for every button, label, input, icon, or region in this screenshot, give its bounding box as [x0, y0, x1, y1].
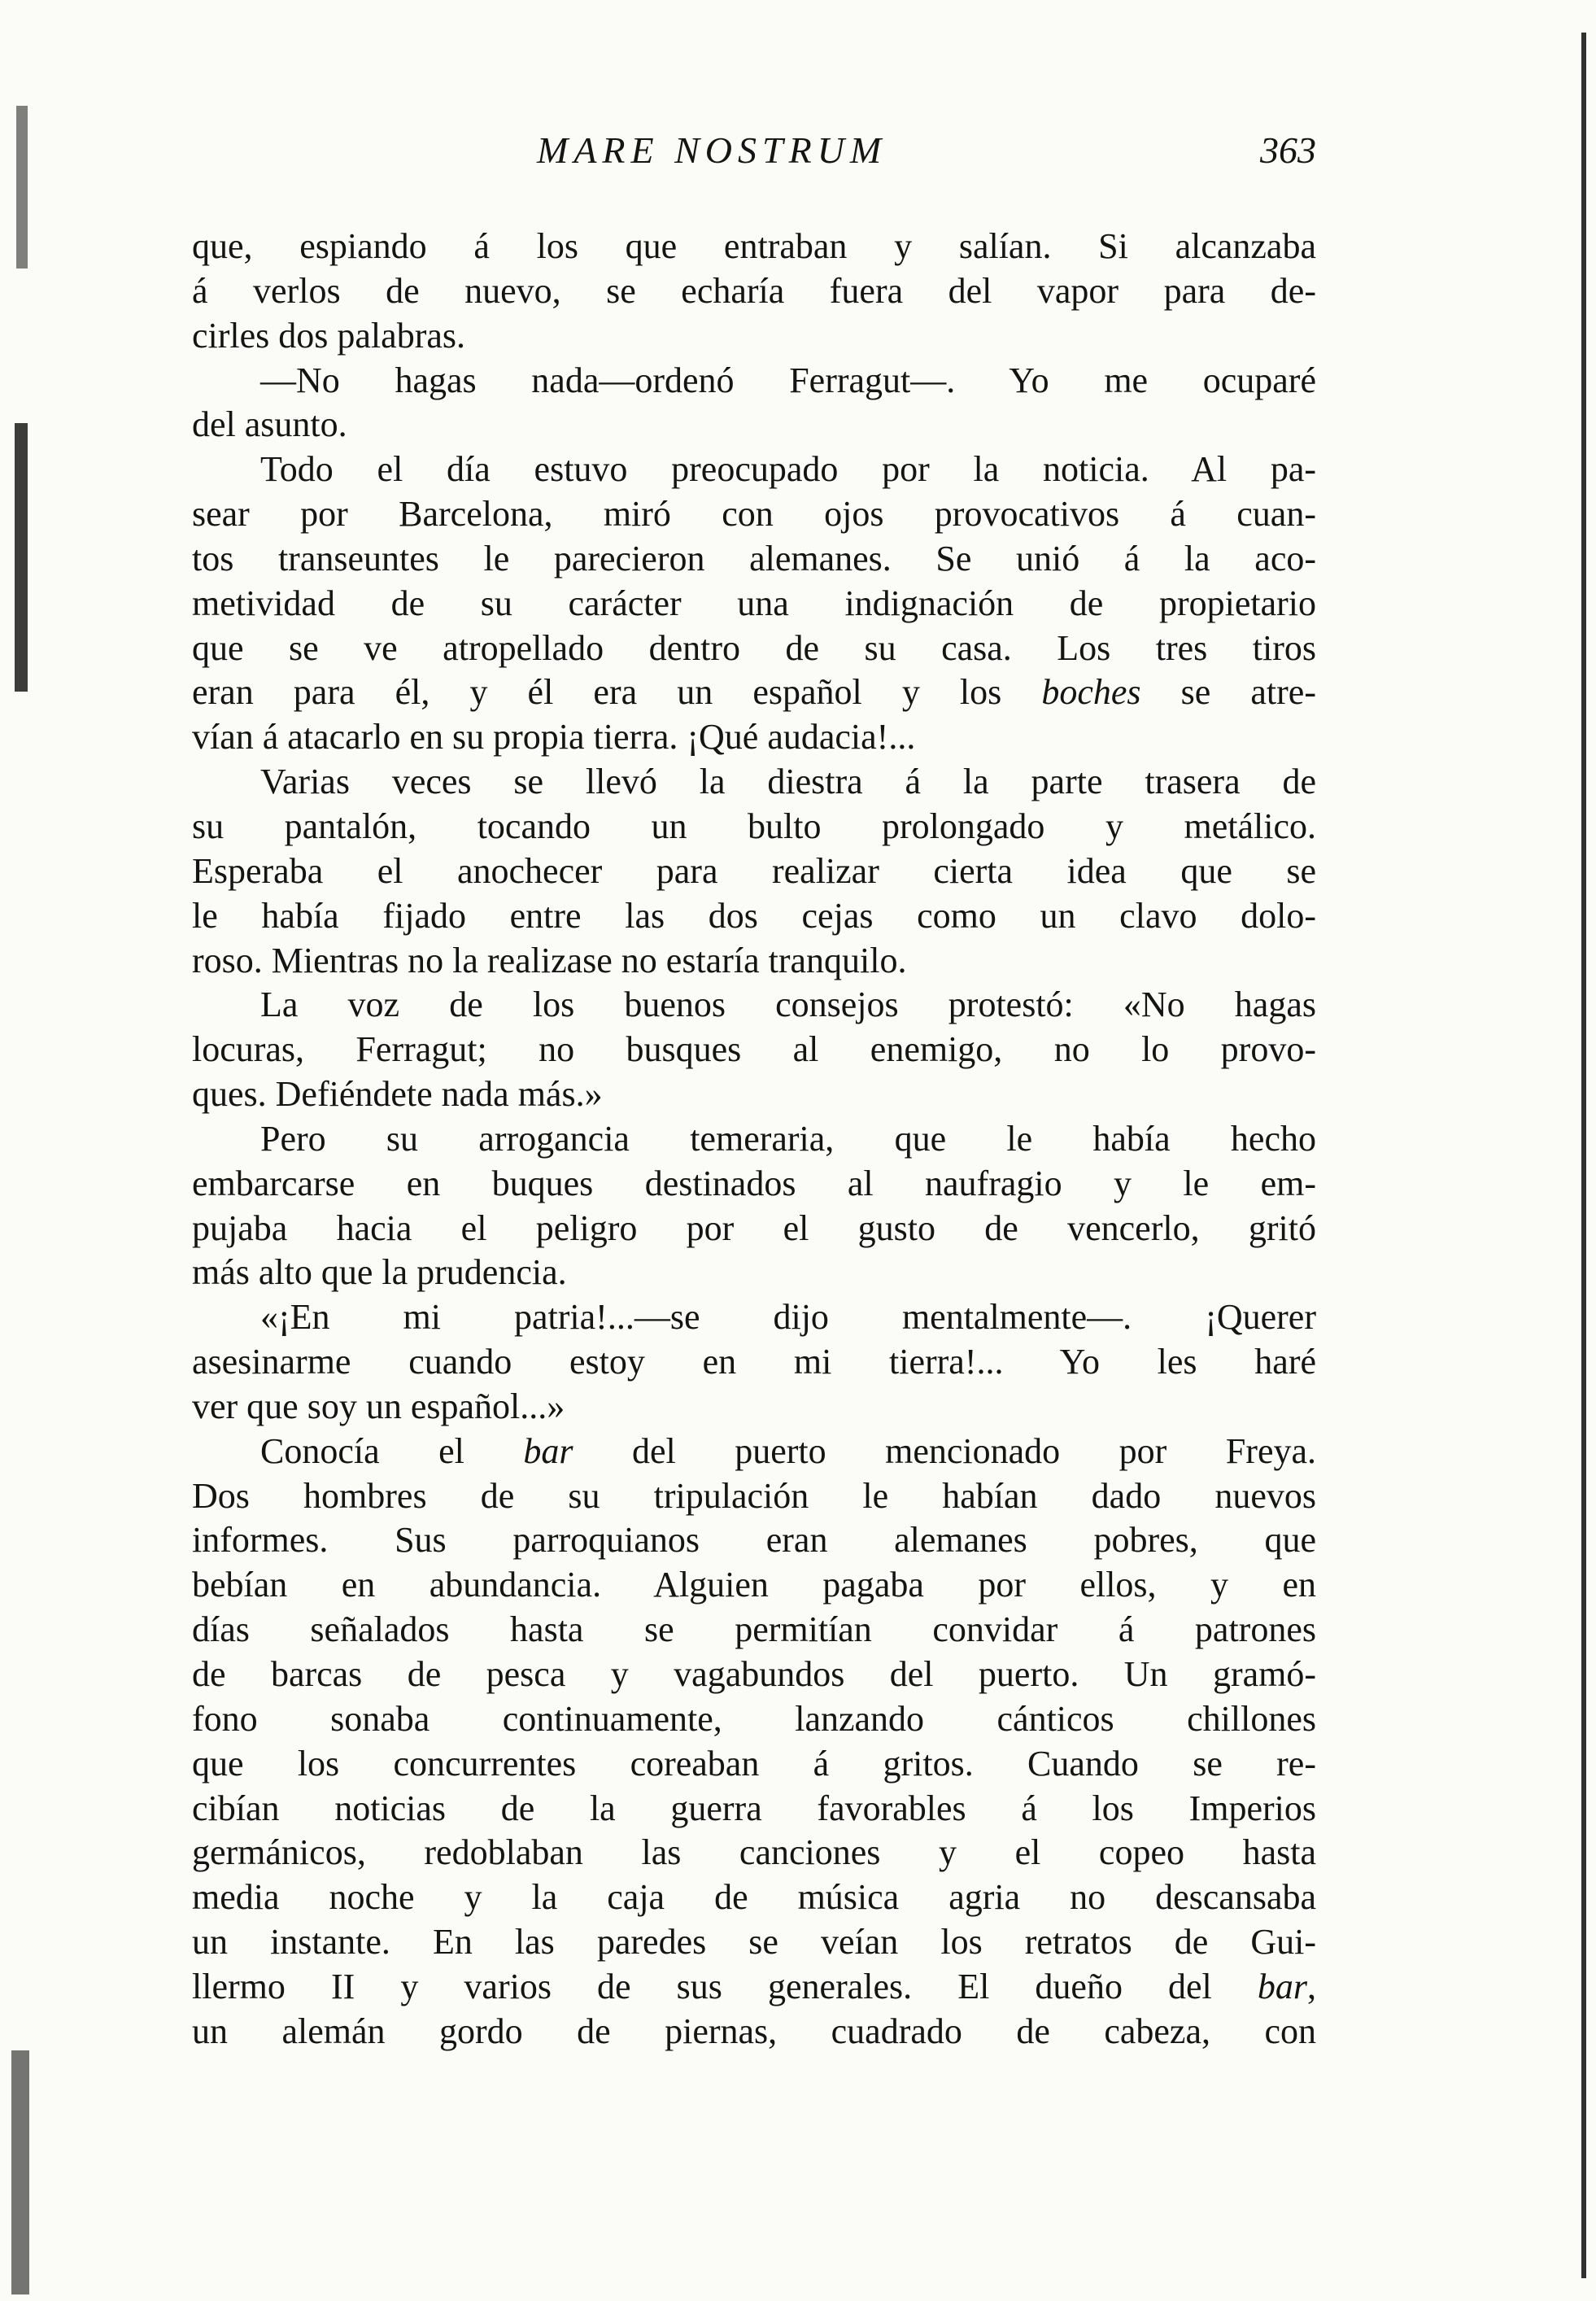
italic-word: bar — [523, 1430, 573, 1471]
text-run: cibían noticias de la guerra favorables á los Imperios — [192, 1788, 1316, 1828]
text-line — [192, 314, 1316, 359]
text-run: que los concurrentes coreaban á gritos. Cuando se re- — [192, 1743, 1316, 1784]
text-line — [192, 1518, 1316, 1563]
text-run: á verlos de nuevo, se echaría fuera del vapor para de- — [192, 270, 1316, 311]
text-run: La voz de los buenos consejos protestó: «No hagas — [260, 985, 1316, 1025]
running-title: MARE NOSTRUM — [537, 129, 887, 171]
text-line — [192, 849, 1316, 894]
text-run: más alto que la prudencia. — [192, 1252, 567, 1293]
text-run: le había fijado entre las dos cejas como un clavo dolo- — [192, 895, 1316, 936]
text-line — [192, 1340, 1316, 1385]
text-line — [192, 1965, 1316, 2010]
text-run: días señalados hasta se permitían convidar á patrones — [192, 1609, 1316, 1650]
text-run: embarcarse en buques destinados al naufragio y le em- — [192, 1163, 1316, 1203]
text-run: ver que soy un español...» — [192, 1386, 565, 1426]
text-run: Esperaba el anochecer para realizar cierta idea que se — [192, 850, 1316, 891]
text-line — [192, 1028, 1316, 1072]
text-run: un instante. En las paredes se veían los retratos de Gui- — [192, 1922, 1316, 1963]
text-run: su pantalón, tocando un bulto prolongado y metálico. — [192, 806, 1316, 846]
italic-word: bar — [1257, 1966, 1307, 2006]
text-line — [192, 1207, 1316, 1251]
text-run: que, espiando á los que entraban y salían. Si alcanzaba — [192, 226, 1316, 266]
text-run: roso. Mientras no la realizase no estaría tranquilo. — [192, 940, 907, 980]
text-run: fono sonaba continuamente, lanzando cánticos chillones — [192, 1698, 1316, 1739]
text-run: media noche y la caja de música agria no descansaba — [192, 1877, 1316, 1918]
text-line — [192, 1072, 1316, 1117]
scan-edge-artifact — [16, 106, 28, 269]
text-line — [192, 1787, 1316, 1832]
text-run: , — [1307, 1966, 1316, 2006]
text-line — [192, 1608, 1316, 1653]
text-run: llermo II y varios de sus generales. El dueño del — [192, 1966, 1258, 2006]
text-line — [192, 1474, 1316, 1519]
italic-word: boches — [1041, 672, 1141, 713]
text-run: locuras, Ferragut; no busques al enemigo, no lo provo- — [192, 1029, 1316, 1070]
text-run: del asunto. — [192, 404, 347, 445]
text-line — [192, 269, 1316, 314]
text-run: ques. Defiéndete nada más.» — [192, 1074, 603, 1115]
text-run: de barcas de pesca y vagabundos del puerto. Un gramó- — [192, 1654, 1316, 1694]
text-run: vían á atacarlo en su propia tierra. ¡Qué audacia!... — [192, 717, 916, 758]
text-run: sear por Barcelona, miró con ojos provocativos á cuan- — [192, 494, 1316, 535]
text-line — [192, 1430, 1316, 1474]
text-line — [192, 1295, 1316, 1340]
text-run: —No hagas nada—ordenó Ferragut—. Yo me ocuparé — [260, 360, 1316, 400]
text-line — [192, 1653, 1316, 1697]
text-run: Dos hombres de su tripulación le habían dado nuevos — [192, 1475, 1316, 1516]
body-text — [192, 225, 1316, 2054]
scan-edge-artifact — [15, 423, 28, 692]
text-run: Conocía el — [260, 1430, 524, 1471]
page-header — [192, 122, 1316, 187]
text-run: del puerto mencionado por Freya. — [573, 1430, 1316, 1471]
text-line — [192, 760, 1316, 805]
scan-edge-artifact — [11, 2050, 29, 2294]
text-line — [192, 1920, 1316, 1965]
text-line — [192, 403, 1316, 448]
scan-edge-artifact — [1581, 33, 1586, 2278]
text-line — [192, 359, 1316, 404]
text-run: «¡En mi patria!...—se dijo mentalmente—. ¡Querer — [260, 1297, 1316, 1338]
text-run: asesinarme cuando estoy en mi tierra!... Yo les haré — [192, 1342, 1316, 1382]
text-run: cirles dos palabras. — [192, 315, 465, 356]
text-line — [192, 1385, 1316, 1430]
text-line — [192, 1697, 1316, 1742]
page-number: 363 — [1260, 129, 1316, 171]
text-line — [192, 582, 1316, 627]
text-line — [192, 1742, 1316, 1787]
text-line — [192, 805, 1316, 849]
text-run: Varias veces se llevó la diestra á la parte trasera de — [260, 762, 1316, 802]
text-run: que se ve atropellado dentro de su casa. Los tres tiros — [192, 627, 1316, 668]
text-run: metividad de su carácter una indignación de propietario — [192, 583, 1316, 623]
text-line — [192, 894, 1316, 939]
text-run: germánicos, redoblaban las canciones y el copeo hasta — [192, 1832, 1316, 1873]
text-run: un alemán gordo de piernas, cuadrado de cabeza, con — [192, 2011, 1316, 2051]
text-run: se atre- — [1140, 672, 1316, 713]
text-line — [192, 225, 1316, 269]
text-line — [192, 715, 1316, 760]
text-run: eran para él, y él era un español y los — [192, 672, 1042, 713]
text-line — [192, 1875, 1316, 1920]
text-run: informes. Sus parroquianos eran alemanes pobres, que — [192, 1520, 1316, 1561]
text-line — [192, 1563, 1316, 1608]
text-line — [192, 492, 1316, 537]
text-line — [192, 2010, 1316, 2054]
text-line — [192, 1251, 1316, 1295]
text-line — [192, 448, 1316, 492]
text-run: Pero su arrogancia temeraria, que le había hecho — [260, 1118, 1316, 1159]
text-run: bebían en abundancia. Alguien pagaba por ellos, y en — [192, 1565, 1316, 1605]
text-line — [192, 939, 1316, 984]
text-run: Todo el día estuvo preocupado por la noticia. Al pa- — [260, 449, 1316, 490]
text-line — [192, 1117, 1316, 1162]
text-line — [192, 670, 1316, 715]
text-line — [192, 1162, 1316, 1207]
text-line — [192, 537, 1316, 582]
text-run: tos transeuntes le parecieron alemanes. Se unió á la aco- — [192, 538, 1316, 579]
text-line — [192, 1831, 1316, 1875]
text-run: pujaba hacia el peligro por el gusto de vencerlo, gritó — [192, 1207, 1316, 1248]
text-line — [192, 627, 1316, 671]
text-line — [192, 983, 1316, 1028]
